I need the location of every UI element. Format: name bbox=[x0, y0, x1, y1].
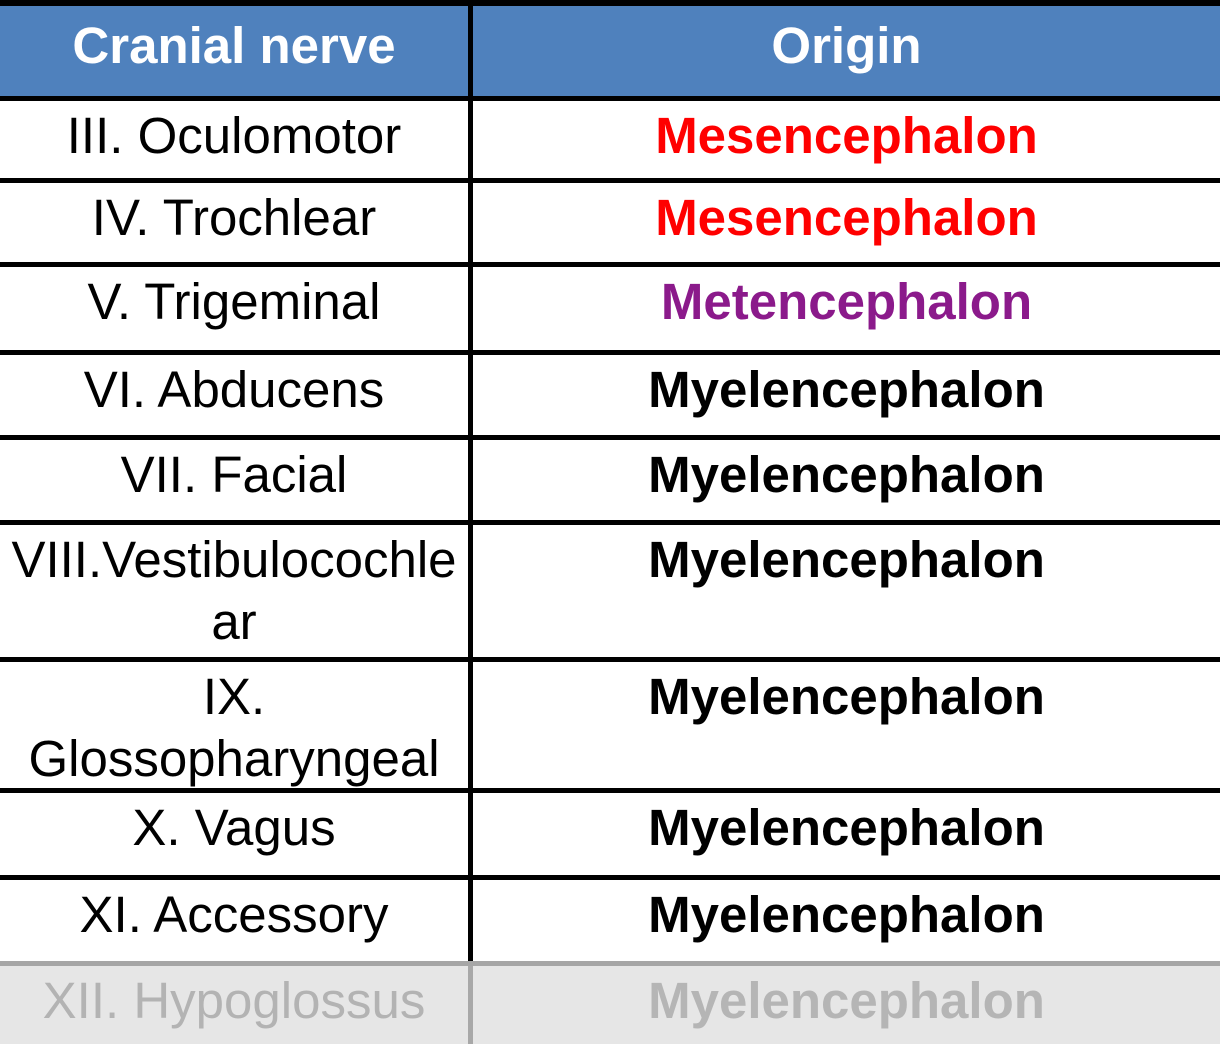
cranial-nerve-cell: VII. Facial bbox=[0, 440, 473, 520]
cranial-nerve-cell: III. Oculomotor bbox=[0, 101, 473, 178]
cranial-nerve-cell: X. Vagus bbox=[0, 793, 473, 875]
origin-cell: Metencephalon bbox=[660, 273, 1033, 330]
table-row bbox=[0, 788, 1220, 875]
header-cranial-nerve: Cranial nerve bbox=[0, 6, 473, 96]
origin-cell: Mesencephalon bbox=[655, 107, 1038, 164]
table-row bbox=[0, 96, 1220, 178]
origin-cell: Myelencephalon bbox=[648, 886, 1045, 943]
table-row bbox=[0, 262, 1220, 350]
cranial-nerve-cell: VIII.Vestibulocochlear bbox=[0, 525, 473, 657]
origin-cell: Myelencephalon bbox=[648, 446, 1045, 503]
cranial-nerve-cell: XII. Hypoglossus bbox=[0, 966, 473, 1044]
table-row bbox=[0, 657, 1220, 788]
origin-cell: Myelencephalon bbox=[648, 531, 1045, 588]
origin-cell: Myelencephalon bbox=[648, 668, 1045, 725]
cranial-nerve-cell: IX. Glossopharyngeal bbox=[0, 662, 473, 788]
table-row bbox=[0, 520, 1220, 657]
table-row bbox=[0, 178, 1220, 262]
table-row bbox=[0, 350, 1220, 435]
cranial-nerve-cell: XI. Accessory bbox=[0, 880, 473, 961]
origin-cell: Mesencephalon bbox=[655, 189, 1038, 246]
table-row-faded bbox=[0, 961, 1220, 1044]
origin-cell: Myelencephalon bbox=[648, 361, 1045, 418]
origin-cell: Myelencephalon bbox=[648, 972, 1045, 1029]
table-row bbox=[0, 875, 1220, 961]
table-row bbox=[0, 435, 1220, 520]
header-row bbox=[0, 6, 1220, 96]
cranial-nerve-cell: V. Trigeminal bbox=[0, 267, 473, 350]
origin-cell: Myelencephalon bbox=[648, 799, 1045, 856]
header-origin: Origin bbox=[771, 17, 922, 74]
cranial-nerve-cell: VI. Abducens bbox=[0, 355, 473, 435]
cranial-nerve-cell: IV. Trochlear bbox=[0, 183, 473, 262]
